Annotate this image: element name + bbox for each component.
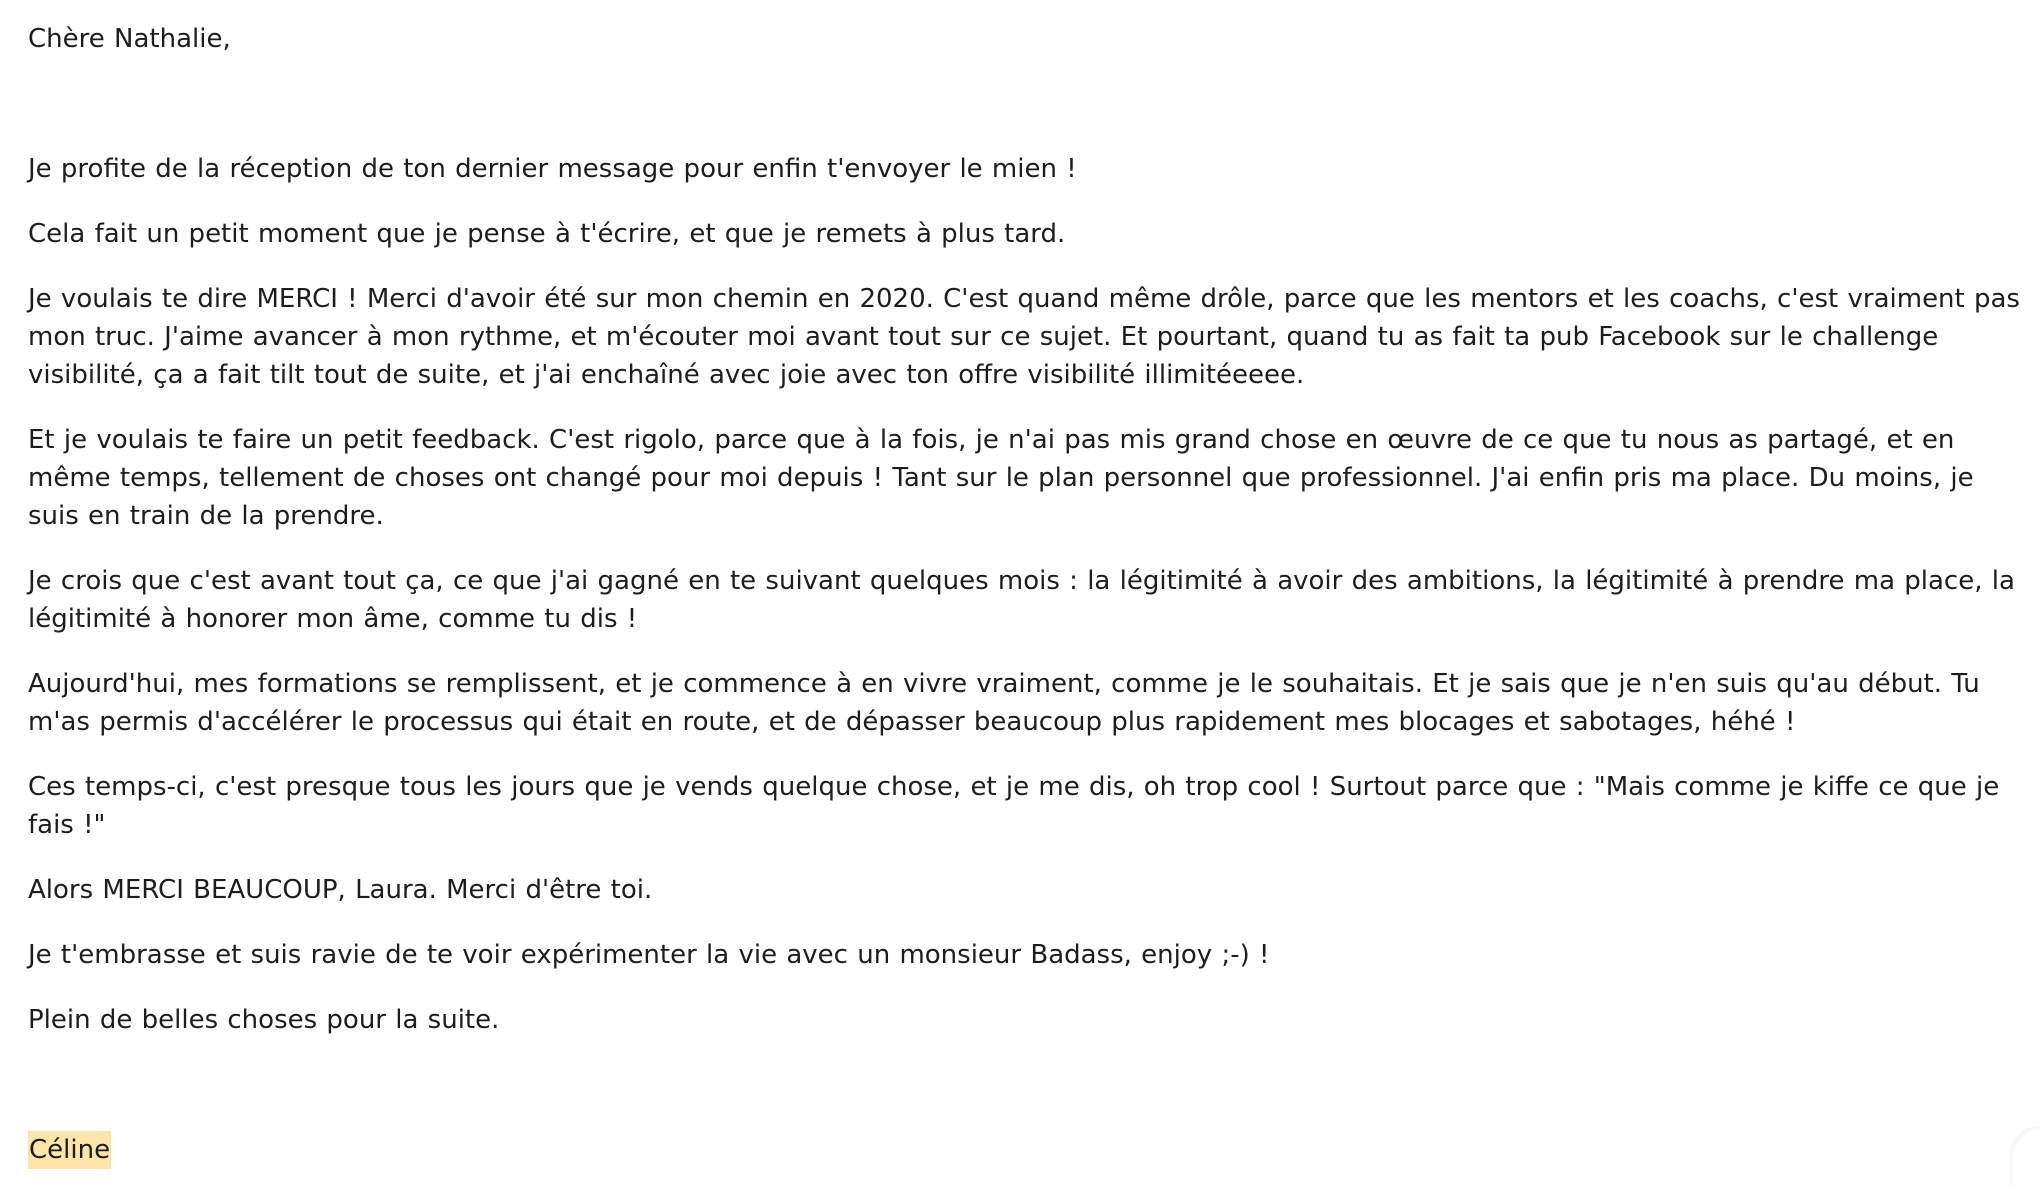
email-greeting: Chère Nathalie, [28,24,231,54]
email-paragraph: Je profite de la réception de ton dernier message pour enfin t'envoyer le mien ! [28,154,1077,184]
email-signature: Céline [28,1131,111,1169]
email-sign-off: Plein de belles choses pour la suite. [28,1005,500,1035]
email-paragraph: Je voulais te dire MERCI ! Merci d'avoir été sur mon chemin en 2020. C'est quand même drôle, parce que les mentors et les coachs, c'est vraiment pas mon truc. J'aime avancer à mon rythme, et m'écouter moi avant tout sur ce sujet. Et pourtant, quand tu as fait ta pub Facebook sur le challenge visibilité, ça a fait tilt tout de suite, et j'ai enchaîné avec joie avec ton offre visibilité illimitéeeee. [28,284,2020,390]
email-signature-line [28,1131,2020,1169]
email-paragraph: Je t'embrasse et suis ravie de te voir expérimenter la vie avec un monsieur Badass, enjoy ;-) ! [28,940,1270,970]
email-paragraph: Aujourd'hui, mes formations se remplissent, et je commence à en vivre vraiment, comme je le souhaitais. Et je sais que je n'en suis qu'au début. Tu m'as permis d'accélérer le processus qui était en route, et de dépasser beaucoup plus rapidement mes blocages et sabotages, héhé ! [28,669,1980,737]
email-paragraph: Ces temps-ci, c'est presque tous les jours que je vends quelque chose, et je me dis, oh trop cool ! Surtout parce que : "Mais comme je kiffe ce que je fais !" [28,772,2000,840]
email-paragraph: Alors MERCI BEAUCOUP, Laura. Merci d'être toi. [28,875,653,905]
email-paragraph: Je crois que c'est avant tout ça, ce que j'ai gagné en te suivant quelques mois : la légitimité à avoir des ambitions, la légitimité à prendre ma place, la légitimité à honorer mon âme, comme tu dis ! [28,566,2015,634]
email-body [28,20,2020,1196]
email-paragraph: Cela fait un petit moment que je pense à t'écrire, et que je remets à plus tard. [28,219,1066,249]
email-paragraph: Et je voulais te faire un petit feedback. C'est rigolo, parce que à la fois, je n'ai pas mis grand chose en œuvre de ce que tu nous as partagé, et en même temps, tellement de choses ont changé pour moi depuis ! Tant sur le plan personnel que professionnel. J'ai enfin pris ma place. Du moins, je suis en train de la prendre. [28,425,1974,531]
